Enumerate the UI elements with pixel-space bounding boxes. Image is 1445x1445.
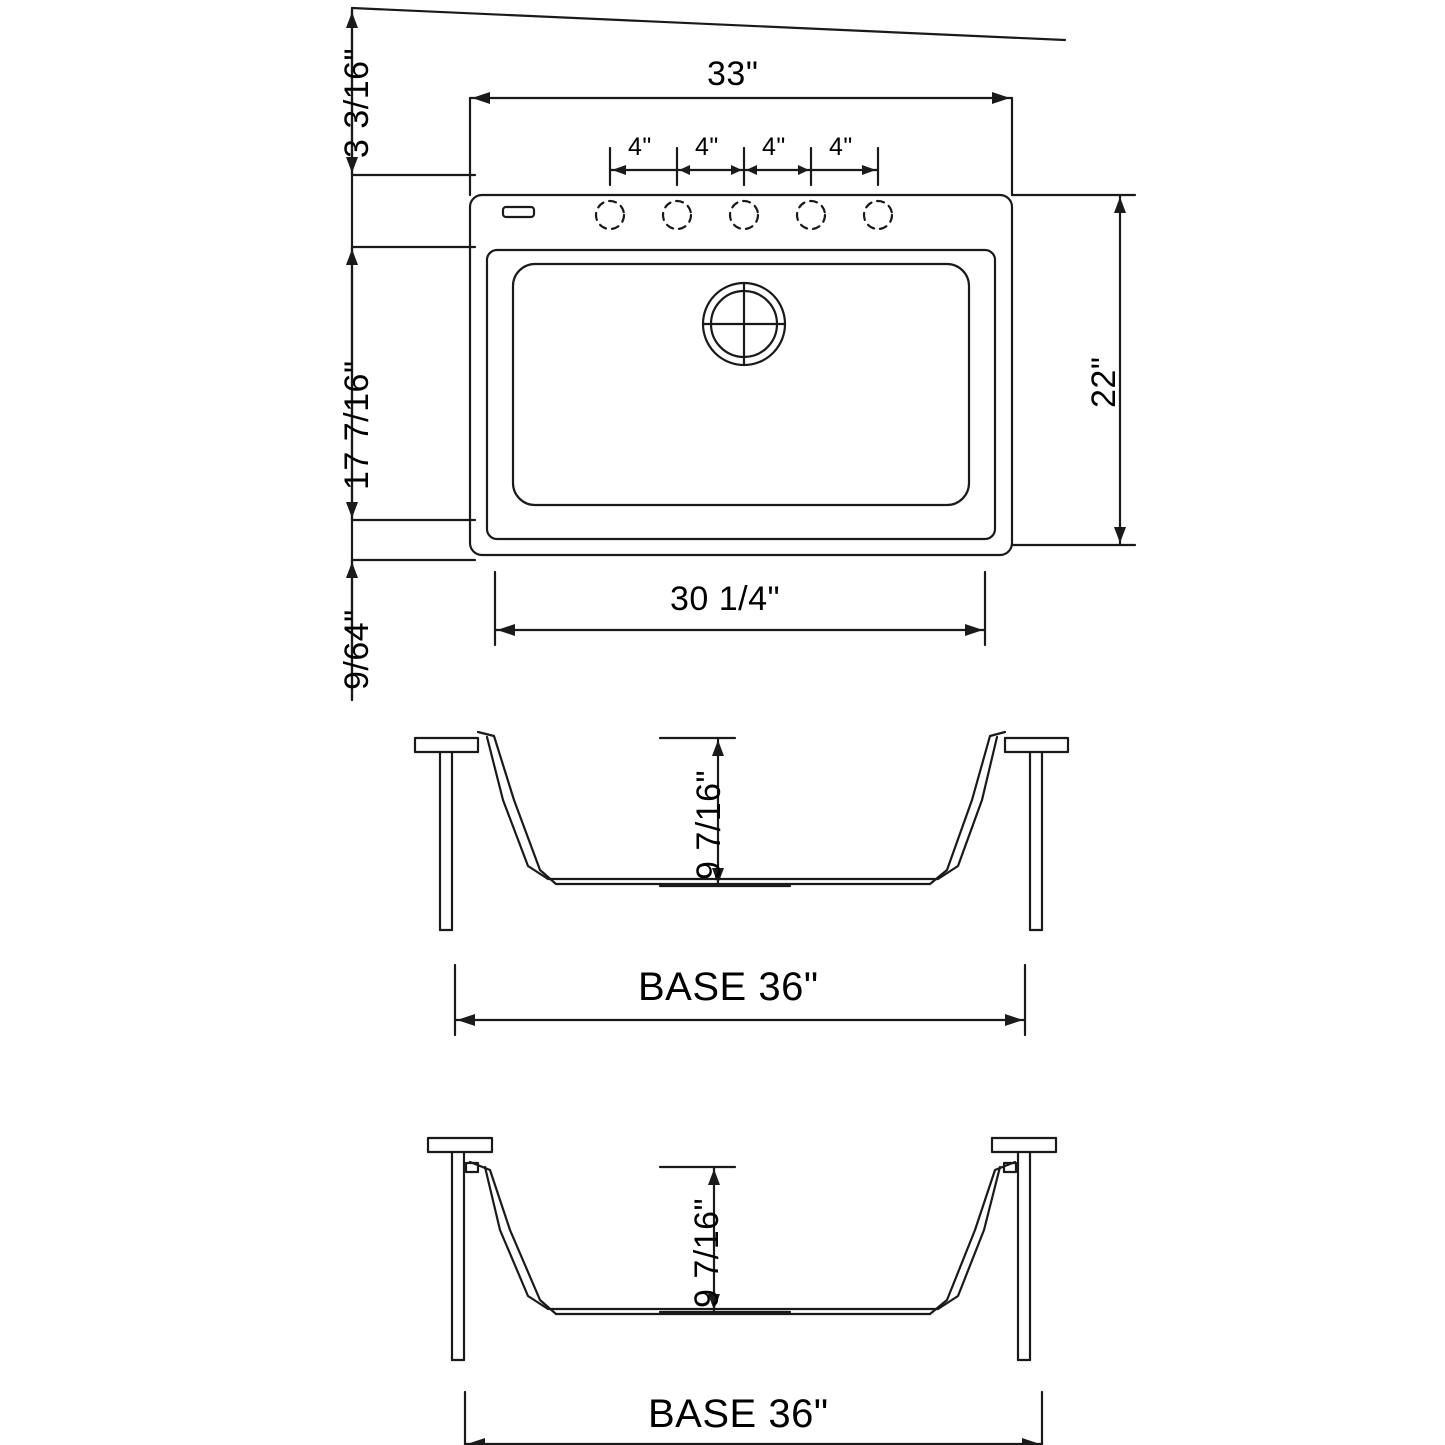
dim-label-section1-depth: 9 7/16" bbox=[690, 769, 728, 880]
overflow-slot bbox=[503, 207, 534, 217]
sink-top-outline bbox=[470, 195, 1012, 555]
dim-label-left-bottom-offset: 9/64" bbox=[338, 609, 376, 690]
dim-label-hole-spacing-4: 4" bbox=[829, 133, 853, 161]
dim-label-hole-spacing-1: 4" bbox=[628, 133, 652, 161]
drain-opening bbox=[703, 283, 785, 365]
dim-label-bowl-width: 30 1/4" bbox=[670, 580, 781, 618]
dim-label-right-height: 22" bbox=[1085, 356, 1123, 408]
dim-label-section2-base: BASE 36" bbox=[648, 1392, 829, 1436]
dim-label-left-bowl-height: 17 7/16" bbox=[338, 360, 376, 490]
dim-label-section1-base: BASE 36" bbox=[638, 965, 819, 1009]
dim-label-hole-spacing-2: 4" bbox=[695, 133, 719, 161]
dim-label-left-top-offset: 3 3/16" bbox=[338, 47, 376, 158]
dim-label-hole-spacing-3: 4" bbox=[762, 133, 786, 161]
dim-top-width bbox=[470, 92, 1012, 195]
faucet-holes bbox=[596, 201, 892, 229]
dim-label-section2-depth: 9 7/16" bbox=[688, 1197, 726, 1308]
dim-label-top-width: 33" bbox=[707, 55, 759, 93]
